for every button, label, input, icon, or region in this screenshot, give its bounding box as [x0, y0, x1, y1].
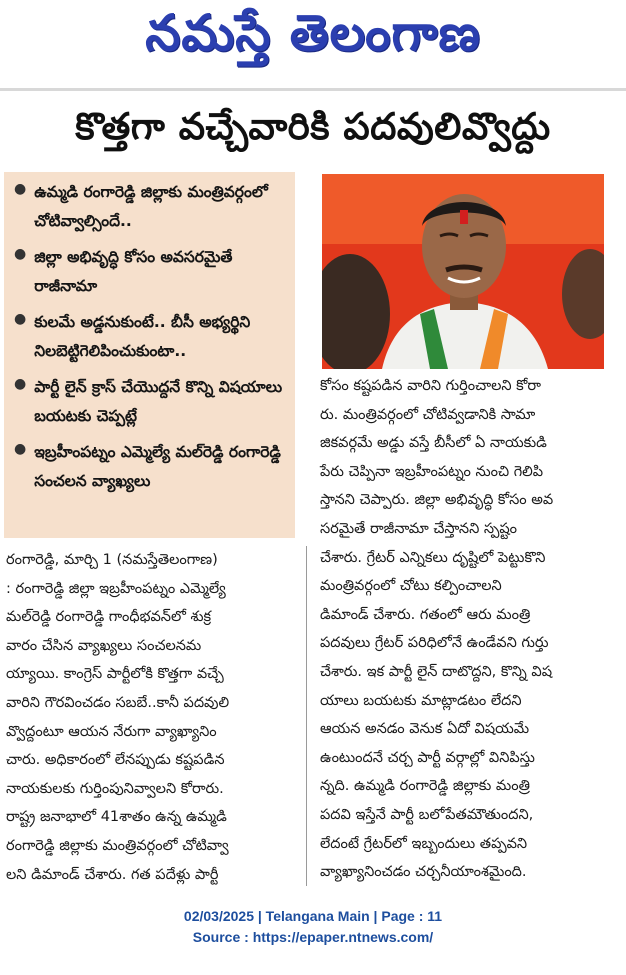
article-line: చారు. అధికారంలో లేనప్పుడు కష్టపడిన: [6, 752, 225, 769]
article-line: చేశారు. గ్రేటర్ ఎన్నికలు దృష్టిలో పెట్టుకొని: [320, 549, 546, 566]
article-line: కోసం కష్టపడిన వారిని గుర్తించాలని కోరా: [320, 378, 541, 394]
article-line: స్తానని చెప్పారు. జిల్లా అభివృద్ధి కోసం అవ: [320, 492, 554, 509]
article-line: రంగారెడ్డి జిల్లాకు మంత్రివర్గంలో చోటివ్వా: [6, 837, 229, 854]
article-line: యాలు బయటకు మాట్లాడటం లేదని: [320, 692, 522, 709]
article-line: వ్యాఖ్యానించడం చర్చనీయాంశమైంది.: [320, 864, 527, 881]
article-line: ఆయన అనడం వెనుక ఏదో విషయమే: [320, 721, 530, 738]
highlight-item: [14, 438, 287, 496]
headline-text: కొత్తగా వచ్చేవారికి పదవులివ్వొద్దు: [75, 105, 551, 148]
masthead-title: నమస్తే తెలంగాణ: [145, 3, 481, 62]
highlight-text: ఉమ్మడి రంగారెడ్డి జిల్లాకు మంత్రివర్గంలో చోటివ్వాల్సిందే..: [34, 183, 268, 230]
article-line: పేరు చెప్పినా ఇబ్రహీంపట్నం నుంచి గెలిపి: [320, 463, 544, 480]
column-divider: [306, 546, 307, 886]
footer: [0, 906, 626, 948]
highlight-item: [14, 308, 287, 366]
article-line: పదవి ఇస్తేనే పార్టీ బలోపేతమౌతుందని,: [320, 806, 534, 823]
article-line: రాష్ట్ర జనాభాలో 41శాతం ఉన్న ఉమ్మడి: [6, 809, 227, 826]
article-line: జికవర్గమే అడ్డు వస్తే బీసీలో ఏ నాయకుడి: [320, 435, 547, 452]
masthead: [0, 0, 626, 78]
article-line: సరమైతే రాజీనామా చేస్తానని స్పష్టం: [320, 520, 518, 537]
headline: [0, 96, 626, 166]
article-right-column: [320, 372, 610, 887]
politician-photo: [322, 174, 604, 369]
article-line: పదవులు గ్రేటర్ పరిధిలోనే ఉండేవని గుర్తు: [320, 635, 549, 652]
article-line: నాయకులకు గుర్తింపునివ్వాలని కోరారు.: [6, 780, 224, 797]
article-line: మల్‌రెడ్డి రంగారెడ్డి గాంధీభవన్‌లో శుక్ర: [6, 609, 212, 626]
article-line: రు. మంత్రివర్గంలో చోటివ్వడానికి సామా: [320, 406, 536, 423]
article-line: మంత్రివర్గంలో చోటు కల్పించాలని: [320, 578, 502, 595]
highlight-item: [14, 373, 287, 431]
article-line: ఉంటుందనే చర్చ పార్టీ వర్గాల్లో వినిపిస్తు: [320, 749, 535, 766]
article-line: : రంగారెడ్డి జిల్లా ఇబ్రహీంపట్నం ఎమ్మెల్యే: [6, 580, 226, 597]
highlights-box: [4, 172, 295, 538]
highlight-item: [14, 243, 287, 301]
highlight-item: [14, 178, 287, 236]
article-line: వ్వొద్దంటూ ఆయన నేరుగా వ్యాఖ్యానిం: [6, 723, 217, 740]
bullet-icon: ●: [14, 311, 27, 327]
highlight-text: పార్టీ లైన్ క్రాస్ చేయొద్దనే కొన్ని విషయాలు బయటకు చెప్పట్లే: [34, 378, 283, 425]
highlight-text: కులమే అడ్డనుకుంటే.. బీసీ అభ్యర్థిని నిలబెట్టిగెలిపించుకుంటా..: [34, 313, 251, 360]
article-line: య్యాయి. కాంగ్రెస్ పార్టీలోకి కొత్తగా వచ్చే: [6, 666, 224, 683]
article-line: లని డిమాండ్ చేశారు. గత పదేళ్లు పార్టీ: [6, 866, 219, 883]
article-line: చేశారు. ఇక పార్టీ లైన్ దాటొద్దని, కొన్ని విష: [320, 663, 553, 680]
footer-source: Source : https://epaper.ntnews.com/: [192, 929, 434, 945]
article-left-column: [6, 546, 295, 889]
article-line: వారం చేసిన వ్యాఖ్యలు సంచలనమ: [6, 637, 202, 654]
highlight-text: జిల్లా అభివృద్ధి కోసం అవసరమైతే రాజీనామా: [34, 248, 233, 295]
bullet-icon: ●: [14, 246, 27, 262]
bullet-icon: ●: [14, 376, 27, 392]
article-line: రంగారెడ్డి, మార్చి 1 (నమస్తేతెలంగాణ): [6, 552, 218, 568]
portrait-illustration: [322, 174, 604, 369]
masthead-divider: [0, 88, 626, 91]
bullet-icon: ●: [14, 441, 27, 457]
article-line: వారిని గౌరవించడం సబబే..కానీ పదవులి: [6, 694, 230, 711]
highlight-text: ఇబ్రహీంపట్నం ఎమ్మెల్యే మల్‌రెడ్డి రంగారెడ్డి సంచలన వ్యాఖ్యలు: [34, 443, 281, 490]
article-line: డిమాండ్ చేశారు. గతంలో ఆరు మంత్రి: [320, 606, 531, 623]
article-line: లేదంటే గ్రేటర్‌లో ఇబ్బందులు తప్పవని: [320, 835, 528, 852]
article-line: న్నది. ఉమ్మడి రంగారెడ్డి జిల్లాకు మంత్రి: [320, 778, 530, 795]
footer-edition: 02/03/2025 | Telangana Main | Page : 11: [183, 908, 443, 924]
bullet-icon: ●: [14, 181, 27, 197]
